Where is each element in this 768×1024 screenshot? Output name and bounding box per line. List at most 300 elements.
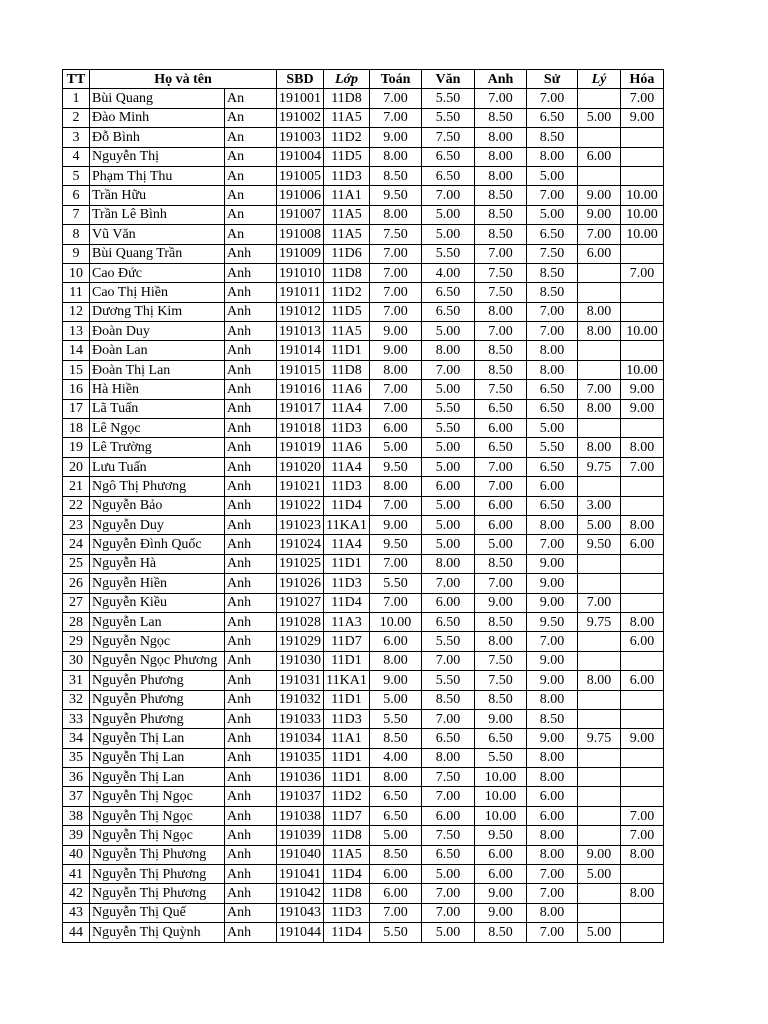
toan-cell: 9.00 bbox=[370, 671, 422, 690]
table-row bbox=[63, 399, 664, 418]
given-name-cell: An bbox=[225, 225, 277, 244]
class-cell: 11D1 bbox=[324, 748, 370, 767]
sbd-cell: 191010 bbox=[277, 263, 324, 282]
tt-cell: 40 bbox=[63, 845, 90, 864]
header-tt: TT bbox=[63, 70, 90, 89]
hoa-cell: 7.00 bbox=[621, 89, 664, 108]
table-row bbox=[63, 263, 664, 282]
sbd-cell: 191036 bbox=[277, 768, 324, 787]
anh-cell: 10.00 bbox=[475, 768, 527, 787]
surname-cell: Nguyễn Thị Quế bbox=[90, 903, 225, 922]
tt-cell: 14 bbox=[63, 341, 90, 360]
table-row bbox=[63, 748, 664, 767]
hoa-cell bbox=[621, 709, 664, 728]
van-cell: 7.50 bbox=[422, 768, 475, 787]
anh-cell: 6.00 bbox=[475, 419, 527, 438]
ly-cell: 3.00 bbox=[578, 496, 621, 515]
su-cell: 8.50 bbox=[527, 128, 578, 147]
su-cell: 6.50 bbox=[527, 225, 578, 244]
van-cell: 8.00 bbox=[422, 341, 475, 360]
given-name-cell: An bbox=[225, 147, 277, 166]
su-cell: 7.00 bbox=[527, 884, 578, 903]
sbd-cell: 191001 bbox=[277, 89, 324, 108]
ly-cell bbox=[578, 283, 621, 302]
ly-cell bbox=[578, 709, 621, 728]
tt-cell: 4 bbox=[63, 147, 90, 166]
surname-cell: Vũ Văn bbox=[90, 225, 225, 244]
table-row bbox=[63, 574, 664, 593]
ly-cell bbox=[578, 826, 621, 845]
sbd-cell: 191023 bbox=[277, 515, 324, 534]
sbd-cell: 191037 bbox=[277, 787, 324, 806]
van-cell: 6.50 bbox=[422, 612, 475, 631]
class-cell: 11D8 bbox=[324, 263, 370, 282]
tt-cell: 17 bbox=[63, 399, 90, 418]
tt-cell: 32 bbox=[63, 690, 90, 709]
toan-cell: 7.00 bbox=[370, 554, 422, 573]
table-row bbox=[63, 632, 664, 651]
toan-cell: 8.00 bbox=[370, 477, 422, 496]
sbd-cell: 191032 bbox=[277, 690, 324, 709]
given-name-cell: An bbox=[225, 108, 277, 127]
class-cell: 11A4 bbox=[324, 457, 370, 476]
toan-cell: 6.00 bbox=[370, 632, 422, 651]
su-cell: 7.00 bbox=[527, 923, 578, 942]
class-cell: 11D4 bbox=[324, 593, 370, 612]
class-cell: 11D4 bbox=[324, 923, 370, 942]
table-row bbox=[63, 108, 664, 127]
tt-cell: 10 bbox=[63, 263, 90, 282]
class-cell: 11A5 bbox=[324, 108, 370, 127]
hoa-cell: 10.00 bbox=[621, 205, 664, 224]
table-row bbox=[63, 806, 664, 825]
hoa-cell bbox=[621, 690, 664, 709]
given-name-cell: An bbox=[225, 205, 277, 224]
hoa-cell: 10.00 bbox=[621, 360, 664, 379]
van-cell: 5.50 bbox=[422, 419, 475, 438]
surname-cell: Lưu Tuấn bbox=[90, 457, 225, 476]
class-cell: 11D8 bbox=[324, 360, 370, 379]
class-cell: 11D8 bbox=[324, 884, 370, 903]
su-cell: 7.00 bbox=[527, 632, 578, 651]
toan-cell: 5.50 bbox=[370, 923, 422, 942]
su-cell: 8.00 bbox=[527, 845, 578, 864]
hoa-cell: 10.00 bbox=[621, 186, 664, 205]
surname-cell: Nguyễn Hiền bbox=[90, 574, 225, 593]
van-cell: 8.50 bbox=[422, 690, 475, 709]
table-row bbox=[63, 225, 664, 244]
van-cell: 4.00 bbox=[422, 263, 475, 282]
given-name-cell: Anh bbox=[225, 826, 277, 845]
sbd-cell: 191029 bbox=[277, 632, 324, 651]
van-cell: 6.00 bbox=[422, 477, 475, 496]
given-name-cell: Anh bbox=[225, 515, 277, 534]
table-row bbox=[63, 612, 664, 631]
toan-cell: 8.00 bbox=[370, 768, 422, 787]
su-cell: 9.50 bbox=[527, 612, 578, 631]
toan-cell: 9.00 bbox=[370, 515, 422, 534]
header-sbd: SBD bbox=[277, 70, 324, 89]
sbd-cell: 191028 bbox=[277, 612, 324, 631]
van-cell: 7.50 bbox=[422, 826, 475, 845]
ly-cell bbox=[578, 632, 621, 651]
header-row bbox=[63, 70, 664, 89]
tt-cell: 30 bbox=[63, 651, 90, 670]
hoa-cell: 8.00 bbox=[621, 612, 664, 631]
surname-cell: Trần Lê Bình bbox=[90, 205, 225, 224]
surname-cell: Đào Minh bbox=[90, 108, 225, 127]
class-cell: 11A5 bbox=[324, 225, 370, 244]
surname-cell: Đoàn Lan bbox=[90, 341, 225, 360]
tt-cell: 20 bbox=[63, 457, 90, 476]
sbd-cell: 191016 bbox=[277, 380, 324, 399]
sbd-cell: 191039 bbox=[277, 826, 324, 845]
hoa-cell bbox=[621, 166, 664, 185]
table-row bbox=[63, 729, 664, 748]
given-name-cell: Anh bbox=[225, 593, 277, 612]
sbd-cell: 191009 bbox=[277, 244, 324, 263]
given-name-cell: Anh bbox=[225, 729, 277, 748]
sbd-cell: 191024 bbox=[277, 535, 324, 554]
table-row bbox=[63, 419, 664, 438]
su-cell: 6.00 bbox=[527, 477, 578, 496]
su-cell: 7.00 bbox=[527, 186, 578, 205]
surname-cell: Nguyễn Đình Quốc bbox=[90, 535, 225, 554]
anh-cell: 9.50 bbox=[475, 826, 527, 845]
toan-cell: 5.50 bbox=[370, 574, 422, 593]
su-cell: 8.50 bbox=[527, 283, 578, 302]
hoa-cell: 6.00 bbox=[621, 535, 664, 554]
table-row bbox=[63, 709, 664, 728]
hoa-cell bbox=[621, 283, 664, 302]
van-cell: 5.50 bbox=[422, 671, 475, 690]
toan-cell: 8.00 bbox=[370, 205, 422, 224]
surname-cell: Nguyễn Kiều bbox=[90, 593, 225, 612]
toan-cell: 7.00 bbox=[370, 302, 422, 321]
toan-cell: 6.00 bbox=[370, 419, 422, 438]
van-cell: 5.00 bbox=[422, 225, 475, 244]
van-cell: 6.00 bbox=[422, 806, 475, 825]
table-row bbox=[63, 302, 664, 321]
class-cell: 11D4 bbox=[324, 496, 370, 515]
ly-cell: 9.75 bbox=[578, 457, 621, 476]
table-row bbox=[63, 341, 664, 360]
ly-cell: 7.00 bbox=[578, 380, 621, 399]
toan-cell: 5.50 bbox=[370, 709, 422, 728]
hoa-cell bbox=[621, 748, 664, 767]
toan-cell: 9.50 bbox=[370, 457, 422, 476]
table-row bbox=[63, 89, 664, 108]
ly-cell: 9.50 bbox=[578, 535, 621, 554]
toan-cell: 7.50 bbox=[370, 225, 422, 244]
van-cell: 5.50 bbox=[422, 632, 475, 651]
toan-cell: 6.00 bbox=[370, 865, 422, 884]
van-cell: 5.50 bbox=[422, 89, 475, 108]
given-name-cell: Anh bbox=[225, 554, 277, 573]
class-cell: 11D8 bbox=[324, 89, 370, 108]
table-row bbox=[63, 884, 664, 903]
toan-cell: 8.00 bbox=[370, 360, 422, 379]
su-cell: 6.50 bbox=[527, 457, 578, 476]
ly-cell: 8.00 bbox=[578, 399, 621, 418]
su-cell: 8.00 bbox=[527, 903, 578, 922]
hoa-cell: 6.00 bbox=[621, 632, 664, 651]
anh-cell: 7.00 bbox=[475, 574, 527, 593]
anh-cell: 8.50 bbox=[475, 554, 527, 573]
anh-cell: 5.50 bbox=[475, 748, 527, 767]
class-cell: 11D1 bbox=[324, 341, 370, 360]
table-row bbox=[63, 477, 664, 496]
score-table bbox=[62, 69, 664, 943]
table-row bbox=[63, 787, 664, 806]
toan-cell: 5.00 bbox=[370, 826, 422, 845]
given-name-cell: An bbox=[225, 186, 277, 205]
anh-cell: 10.00 bbox=[475, 806, 527, 825]
hoa-cell: 9.00 bbox=[621, 399, 664, 418]
van-cell: 5.00 bbox=[422, 457, 475, 476]
sbd-cell: 191006 bbox=[277, 186, 324, 205]
table-row bbox=[63, 593, 664, 612]
su-cell: 7.00 bbox=[527, 302, 578, 321]
ly-cell bbox=[578, 806, 621, 825]
ly-cell: 9.00 bbox=[578, 205, 621, 224]
van-cell: 5.00 bbox=[422, 496, 475, 515]
van-cell: 7.00 bbox=[422, 574, 475, 593]
tt-cell: 39 bbox=[63, 826, 90, 845]
table-row bbox=[63, 244, 664, 263]
sbd-cell: 191022 bbox=[277, 496, 324, 515]
surname-cell: Lã Tuấn bbox=[90, 399, 225, 418]
table-row bbox=[63, 515, 664, 534]
su-cell: 8.00 bbox=[527, 748, 578, 767]
tt-cell: 5 bbox=[63, 166, 90, 185]
given-name-cell: Anh bbox=[225, 457, 277, 476]
van-cell: 5.50 bbox=[422, 399, 475, 418]
surname-cell: Trần Hữu bbox=[90, 186, 225, 205]
su-cell: 9.00 bbox=[527, 729, 578, 748]
class-cell: 11D1 bbox=[324, 690, 370, 709]
toan-cell: 6.50 bbox=[370, 787, 422, 806]
given-name-cell: Anh bbox=[225, 612, 277, 631]
given-name-cell: Anh bbox=[225, 865, 277, 884]
surname-cell: Ngô Thị Phương bbox=[90, 477, 225, 496]
su-cell: 9.00 bbox=[527, 671, 578, 690]
tt-cell: 36 bbox=[63, 768, 90, 787]
table-row bbox=[63, 496, 664, 515]
toan-cell: 7.00 bbox=[370, 399, 422, 418]
su-cell: 9.00 bbox=[527, 651, 578, 670]
surname-cell: Bùi Quang Trần bbox=[90, 244, 225, 263]
anh-cell: 8.00 bbox=[475, 147, 527, 166]
class-cell: 11A5 bbox=[324, 205, 370, 224]
surname-cell: Nguyễn Ngọc bbox=[90, 632, 225, 651]
ly-cell bbox=[578, 574, 621, 593]
hoa-cell bbox=[621, 923, 664, 942]
hoa-cell: 8.00 bbox=[621, 884, 664, 903]
surname-cell: Nguyễn Thị Ngọc bbox=[90, 826, 225, 845]
su-cell: 8.00 bbox=[527, 690, 578, 709]
hoa-cell: 8.00 bbox=[621, 845, 664, 864]
class-cell: 11KA1 bbox=[324, 671, 370, 690]
table-row bbox=[63, 865, 664, 884]
anh-cell: 7.50 bbox=[475, 651, 527, 670]
table-row bbox=[63, 554, 664, 573]
sbd-cell: 191014 bbox=[277, 341, 324, 360]
given-name-cell: Anh bbox=[225, 399, 277, 418]
van-cell: 6.50 bbox=[422, 302, 475, 321]
table-row bbox=[63, 322, 664, 341]
anh-cell: 9.00 bbox=[475, 593, 527, 612]
su-cell: 7.00 bbox=[527, 535, 578, 554]
given-name-cell: Anh bbox=[225, 574, 277, 593]
surname-cell: Đoàn Duy bbox=[90, 322, 225, 341]
given-name-cell: Anh bbox=[225, 806, 277, 825]
van-cell: 7.00 bbox=[422, 186, 475, 205]
van-cell: 7.00 bbox=[422, 903, 475, 922]
tt-cell: 34 bbox=[63, 729, 90, 748]
anh-cell: 9.00 bbox=[475, 884, 527, 903]
ly-cell bbox=[578, 89, 621, 108]
tt-cell: 8 bbox=[63, 225, 90, 244]
given-name-cell: Anh bbox=[225, 787, 277, 806]
surname-cell: Lê Ngọc bbox=[90, 419, 225, 438]
header-hoa: Hóa bbox=[621, 70, 664, 89]
table-row bbox=[63, 845, 664, 864]
sbd-cell: 191025 bbox=[277, 554, 324, 573]
van-cell: 6.50 bbox=[422, 729, 475, 748]
su-cell: 7.00 bbox=[527, 89, 578, 108]
table-row bbox=[63, 535, 664, 554]
sbd-cell: 191043 bbox=[277, 903, 324, 922]
given-name-cell: Anh bbox=[225, 341, 277, 360]
toan-cell: 10.00 bbox=[370, 612, 422, 631]
table-row bbox=[63, 651, 664, 670]
toan-cell: 8.50 bbox=[370, 845, 422, 864]
su-cell: 5.50 bbox=[527, 438, 578, 457]
hoa-cell: 9.00 bbox=[621, 108, 664, 127]
ly-cell bbox=[578, 748, 621, 767]
toan-cell: 4.00 bbox=[370, 748, 422, 767]
tt-cell: 33 bbox=[63, 709, 90, 728]
sbd-cell: 191027 bbox=[277, 593, 324, 612]
surname-cell: Nguyễn Bảo bbox=[90, 496, 225, 515]
sbd-cell: 191035 bbox=[277, 748, 324, 767]
table-row bbox=[63, 166, 664, 185]
tt-cell: 31 bbox=[63, 671, 90, 690]
su-cell: 9.00 bbox=[527, 554, 578, 573]
toan-cell: 8.00 bbox=[370, 651, 422, 670]
hoa-cell bbox=[621, 865, 664, 884]
tt-cell: 44 bbox=[63, 923, 90, 942]
table-row bbox=[63, 147, 664, 166]
surname-cell: Nguyễn Thị Lan bbox=[90, 729, 225, 748]
van-cell: 7.50 bbox=[422, 128, 475, 147]
anh-cell: 6.00 bbox=[475, 845, 527, 864]
class-cell: 11D2 bbox=[324, 283, 370, 302]
hoa-cell: 7.00 bbox=[621, 457, 664, 476]
hoa-cell: 8.00 bbox=[621, 438, 664, 457]
su-cell: 8.00 bbox=[527, 515, 578, 534]
ly-cell bbox=[578, 768, 621, 787]
van-cell: 7.00 bbox=[422, 884, 475, 903]
class-cell: 11D7 bbox=[324, 632, 370, 651]
given-name-cell: Anh bbox=[225, 903, 277, 922]
tt-cell: 41 bbox=[63, 865, 90, 884]
surname-cell: Nguyễn Thị Quỳnh bbox=[90, 923, 225, 942]
ly-cell: 8.00 bbox=[578, 302, 621, 321]
ly-cell bbox=[578, 166, 621, 185]
van-cell: 5.50 bbox=[422, 108, 475, 127]
van-cell: 8.00 bbox=[422, 748, 475, 767]
ly-cell bbox=[578, 690, 621, 709]
given-name-cell: Anh bbox=[225, 709, 277, 728]
anh-cell: 5.00 bbox=[475, 535, 527, 554]
hoa-cell: 6.00 bbox=[621, 671, 664, 690]
sbd-cell: 191030 bbox=[277, 651, 324, 670]
sbd-cell: 191018 bbox=[277, 419, 324, 438]
anh-cell: 8.00 bbox=[475, 166, 527, 185]
class-cell: 11A4 bbox=[324, 535, 370, 554]
toan-cell: 5.00 bbox=[370, 690, 422, 709]
toan-cell: 9.50 bbox=[370, 186, 422, 205]
su-cell: 8.00 bbox=[527, 768, 578, 787]
anh-cell: 8.50 bbox=[475, 205, 527, 224]
hoa-cell bbox=[621, 302, 664, 321]
class-cell: 11D1 bbox=[324, 768, 370, 787]
anh-cell: 7.00 bbox=[475, 457, 527, 476]
su-cell: 9.00 bbox=[527, 593, 578, 612]
tt-cell: 1 bbox=[63, 89, 90, 108]
given-name-cell: Anh bbox=[225, 244, 277, 263]
anh-cell: 6.00 bbox=[475, 496, 527, 515]
given-name-cell: Anh bbox=[225, 651, 277, 670]
toan-cell: 8.50 bbox=[370, 166, 422, 185]
given-name-cell: An bbox=[225, 89, 277, 108]
given-name-cell: Anh bbox=[225, 302, 277, 321]
su-cell: 8.00 bbox=[527, 341, 578, 360]
given-name-cell: Anh bbox=[225, 845, 277, 864]
su-cell: 7.00 bbox=[527, 322, 578, 341]
van-cell: 5.00 bbox=[422, 535, 475, 554]
sbd-cell: 191002 bbox=[277, 108, 324, 127]
toan-cell: 6.50 bbox=[370, 806, 422, 825]
given-name-cell: Anh bbox=[225, 438, 277, 457]
class-cell: 11A1 bbox=[324, 729, 370, 748]
surname-cell: Nguyễn Phương bbox=[90, 690, 225, 709]
ly-cell: 9.75 bbox=[578, 612, 621, 631]
sbd-cell: 191042 bbox=[277, 884, 324, 903]
su-cell: 5.00 bbox=[527, 419, 578, 438]
tt-cell: 29 bbox=[63, 632, 90, 651]
surname-cell: Lê Trường bbox=[90, 438, 225, 457]
surname-cell: Nguyễn Hà bbox=[90, 554, 225, 573]
hoa-cell bbox=[621, 651, 664, 670]
table-row bbox=[63, 438, 664, 457]
given-name-cell: Anh bbox=[225, 671, 277, 690]
surname-cell: Nguyễn Thị Lan bbox=[90, 768, 225, 787]
given-name-cell: Anh bbox=[225, 322, 277, 341]
class-cell: 11A4 bbox=[324, 399, 370, 418]
table-row bbox=[63, 457, 664, 476]
tt-cell: 24 bbox=[63, 535, 90, 554]
class-cell: 11D3 bbox=[324, 477, 370, 496]
surname-cell: Nguyễn Thị Lan bbox=[90, 748, 225, 767]
hoa-cell bbox=[621, 244, 664, 263]
van-cell: 6.00 bbox=[422, 593, 475, 612]
ly-cell bbox=[578, 128, 621, 147]
given-name-cell: Anh bbox=[225, 632, 277, 651]
ly-cell: 9.00 bbox=[578, 845, 621, 864]
